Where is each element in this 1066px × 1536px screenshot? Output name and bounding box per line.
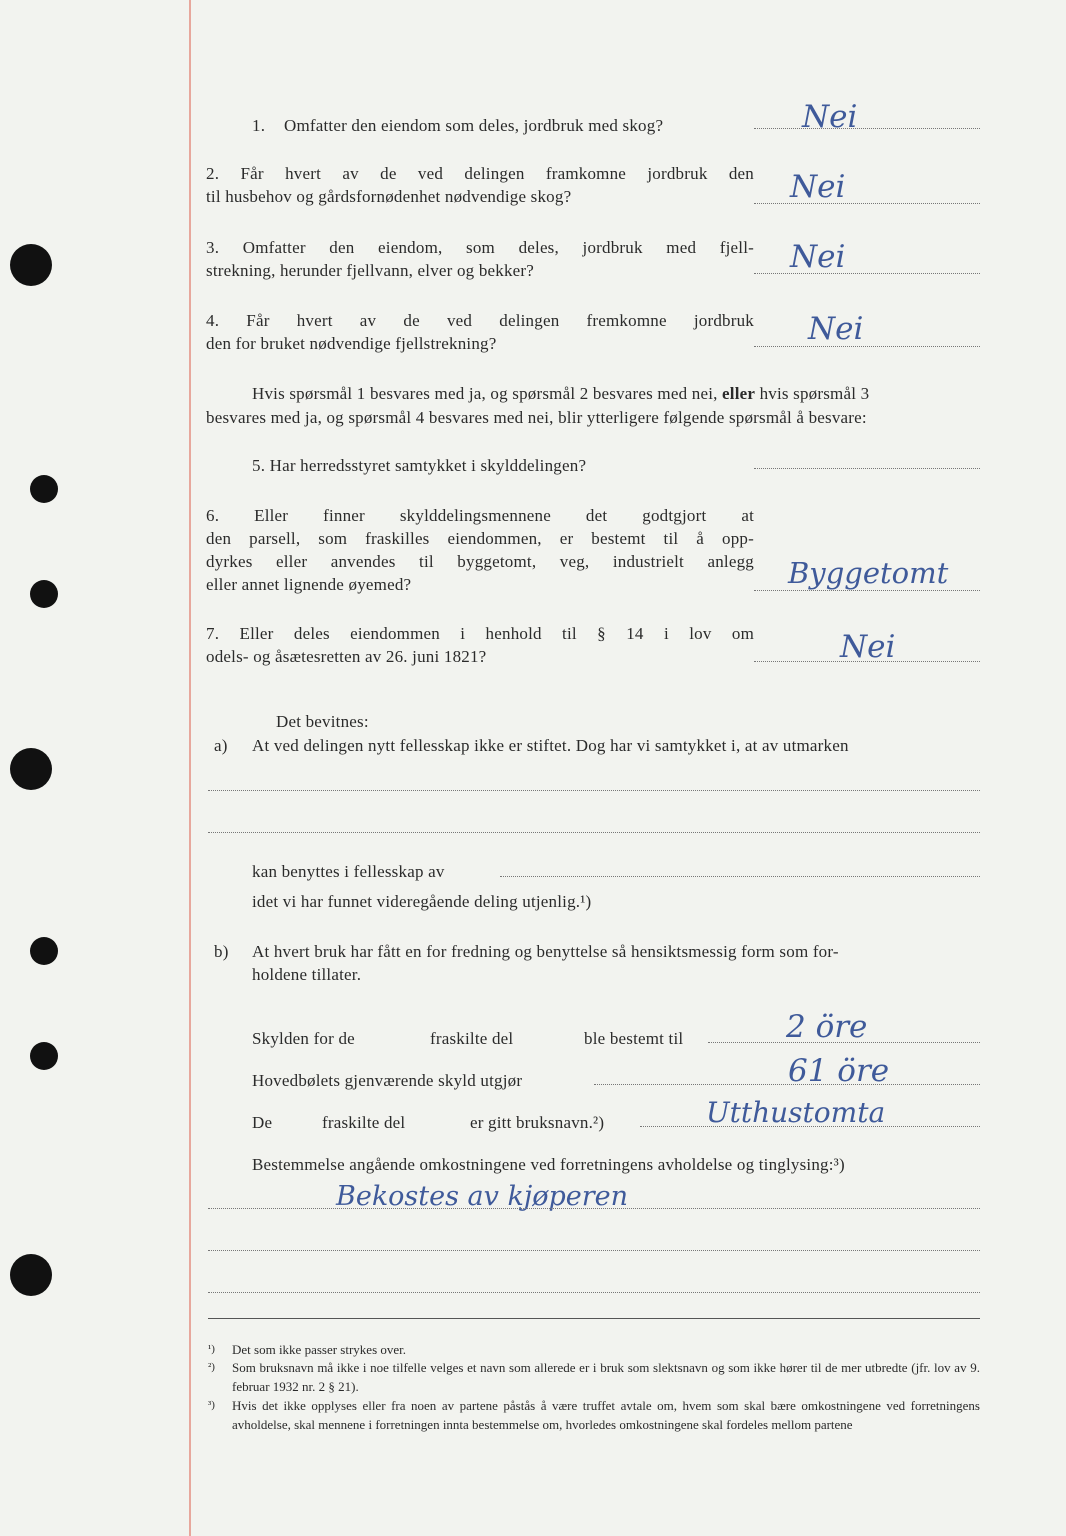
blank-line [500, 876, 980, 877]
footnote-2 [208, 1358, 980, 1396]
footnote-1 [208, 1340, 980, 1359]
question-2-line-2: til husbehov og gårdsfornødenhet nødvendige skog? [206, 187, 572, 206]
cost-label: Bestemmelse angående omkostningene ved forretningens avholdelse og tinglysing:³) [252, 1155, 845, 1174]
punch-hole [30, 580, 58, 608]
certification-heading: Det bevitnes: [276, 712, 369, 731]
condition-text-c: hvis spørsmål 3 [759, 384, 870, 403]
answer-line [754, 468, 980, 469]
answer-1-handwritten: Nei [802, 99, 858, 135]
punch-hole [30, 475, 58, 503]
answer-line [754, 590, 980, 591]
question-7-line-2: odels- og åsætesretten av 26. juni 1821? [206, 647, 487, 666]
skyld-text-b: fraskilte del [430, 1029, 514, 1048]
footnote-rule [208, 1318, 980, 1319]
answer-line [754, 273, 980, 274]
hovedbol-label: Hovedbølets gjenværende skyld utgjør [252, 1071, 523, 1090]
question-1-number: 1. [252, 116, 266, 135]
bruksnavn-value-handwritten: Utthustomta [706, 1096, 886, 1129]
blank-line [208, 832, 980, 833]
hovedbol-value-handwritten: 61 öre [788, 1053, 890, 1089]
answer-3-handwritten: Nei [790, 239, 846, 275]
question-4-line-1: 4. Får hvert av de ved delingen fremkomne jordbruk [206, 311, 754, 330]
condition-text-a: Hvis spørsmål 1 besvares med ja, og spørsmål 2 besvares med nei, [252, 384, 718, 403]
footnote-mark: ³) [208, 1399, 215, 1411]
footnote-text: Det som ikke passer strykes over. [232, 1342, 407, 1357]
answer-line [594, 1084, 980, 1085]
skyld-text-c: ble bestemt til [584, 1029, 684, 1048]
item-a-shared-text: kan benyttes i fellesskap av [252, 862, 445, 881]
footnote-mark: ²) [208, 1361, 215, 1373]
question-6-line-4: eller annet lignende øyemed? [206, 575, 412, 594]
blank-line [208, 1250, 980, 1251]
condition-line-1 [252, 382, 869, 405]
blank-line [208, 1208, 980, 1209]
punch-hole [30, 937, 58, 965]
cost-value-handwritten: Bekostes av kjøperen [336, 1181, 629, 1212]
punch-hole [10, 748, 52, 790]
answer-line [754, 346, 980, 347]
footnote-text: Hvis det ikke opplyses eller fra noen av partene påstås å være truffet avtale om, hvem som skal bære omkostningene ved forretningens avholdelse, skal mennene i forretningen inntа bestemmelse om, hvorledes omkostningene skal fordeles mellom partene [232, 1398, 980, 1432]
item-b-line-2: holdene tillater. [252, 965, 362, 984]
question-3-line-2: strekning, herunder fjellvann, elver og bekker? [206, 261, 535, 280]
question-5-text: 5. Har herredsstyret samtykket i skylddelingen? [252, 456, 587, 475]
margin-line [189, 0, 191, 1536]
question-6-line-1: 6. Eller finner skylddelingsmennene det godtgjort at [206, 506, 754, 525]
item-b-label: b) [214, 942, 229, 961]
answer-line [754, 203, 980, 204]
question-2-line-1: 2. Får hvert av de ved delingen framkomne jordbruk den [206, 164, 754, 183]
skyld-value-handwritten: 2 öre [786, 1009, 868, 1045]
item-a-reason: idet vi har funnet videregående deling utjenlig.¹) [252, 892, 592, 911]
bruksnavn-text-c: er gitt bruksnavn.²) [470, 1113, 605, 1132]
condition-text-eller: eller [722, 384, 756, 403]
question-6-line-2: den parsell, som fraskilles eiendommen, er bestemt til å opp- [206, 529, 754, 548]
answer-7-handwritten: Nei [840, 629, 896, 665]
footnote-mark: ¹) [208, 1343, 215, 1355]
question-1-text: Omfatter den eiendom som deles, jordbruk med skog? [284, 116, 664, 135]
footnote-text: Som bruksnavn må ikke i noe tilfelle velges et navn som allerede er i bruk som slektsnavn og som ikke hører til de mer utbredte (jfr. lov av 9. februar 1932 nr. 2 § 21). [232, 1360, 980, 1394]
skyld-text-a: Skylden for de [252, 1029, 355, 1048]
bruksnavn-text-a: De [252, 1113, 273, 1132]
answer-4-handwritten: Nei [808, 311, 864, 347]
punch-hole [10, 244, 52, 286]
item-b-line-1: At hvert bruk har fått en for fredning og benyttelse så hensiktsmessig form som for- [252, 942, 839, 961]
answer-6-handwritten: Byggetomt [788, 556, 949, 590]
blank-line [208, 1292, 980, 1293]
answer-line [754, 128, 980, 129]
question-3-line-1: 3. Omfatter den eiendom, som deles, jordbruk med fjell- [206, 238, 754, 257]
bruksnavn-text-b: fraskilte del [322, 1113, 406, 1132]
blank-line [208, 790, 980, 791]
condition-line-2: besvares med ja, og spørsmål 4 besvares med nei, blir ytterligere følgende spørsmål å besvare: [206, 408, 867, 427]
item-a-label: a) [214, 736, 228, 755]
question-7-line-1: 7. Eller deles eiendommen i henhold til § 14 i lov om [206, 624, 754, 643]
question-6-line-3: dyrkes eller anvendes til byggetomt, veg, industrielt anlegg [206, 552, 754, 571]
item-a-text: At ved delingen nytt fellesskap ikke er stiftet. Dog har vi samtykket i, at av utmarken [252, 736, 849, 755]
punch-hole [10, 1254, 52, 1296]
question-4-line-2: den for bruket nødvendige fjellstrekning? [206, 334, 497, 353]
answer-2-handwritten: Nei [790, 169, 846, 205]
footnote-3 [208, 1396, 980, 1434]
punch-hole [30, 1042, 58, 1070]
